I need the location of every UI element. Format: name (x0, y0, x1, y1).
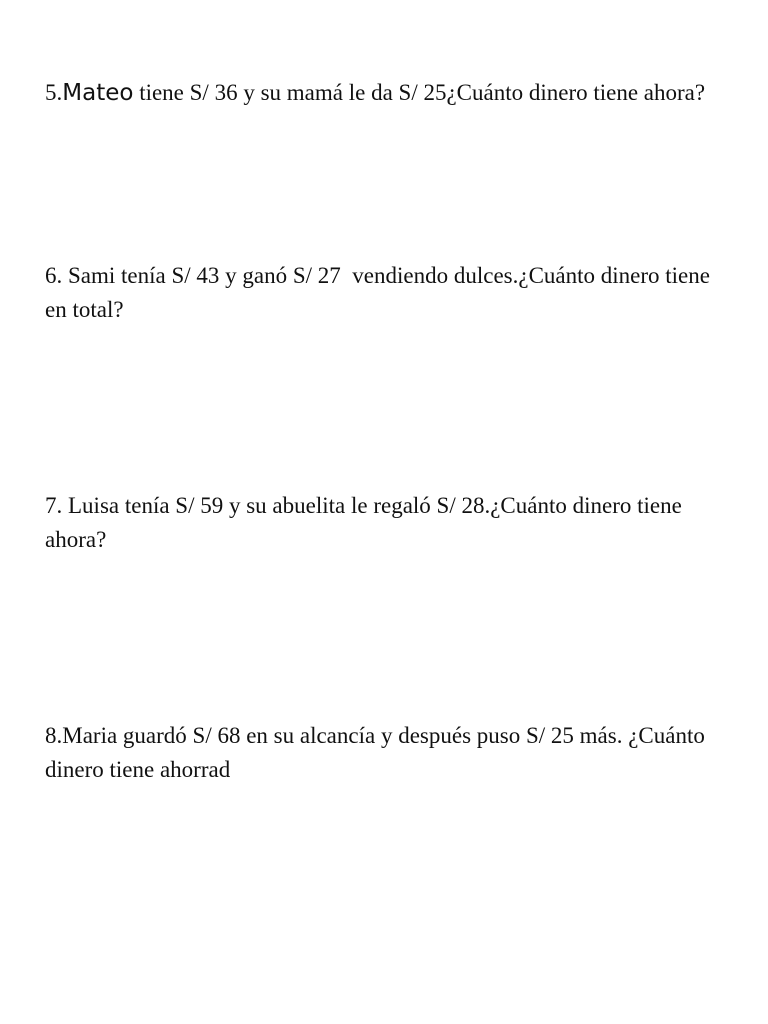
problem-6: 6. Sami tenía S/ 43 y ganó S/ 27 vendiendo dulces.¿Cuánto dinero tiene en total? (45, 263, 716, 322)
problem-5 (45, 76, 735, 110)
problem-5-text: tiene S/ 36 y su mamá le da S/ 25¿Cuánto dinero tiene ahora? (133, 80, 706, 105)
problem-8: 8.Maria guardó S/ 68 en su alcancía y después puso S/ 25 más. ¿Cuánto dinero tiene ahorrad (45, 723, 711, 782)
problem-7: 7. Luisa tenía S/ 59 y su abuelita le regaló S/ 28.¿Cuánto dinero tiene ahora? (45, 493, 688, 552)
problem-5-name: Mateo (62, 80, 134, 106)
problem-5-number: 5. (45, 80, 63, 105)
